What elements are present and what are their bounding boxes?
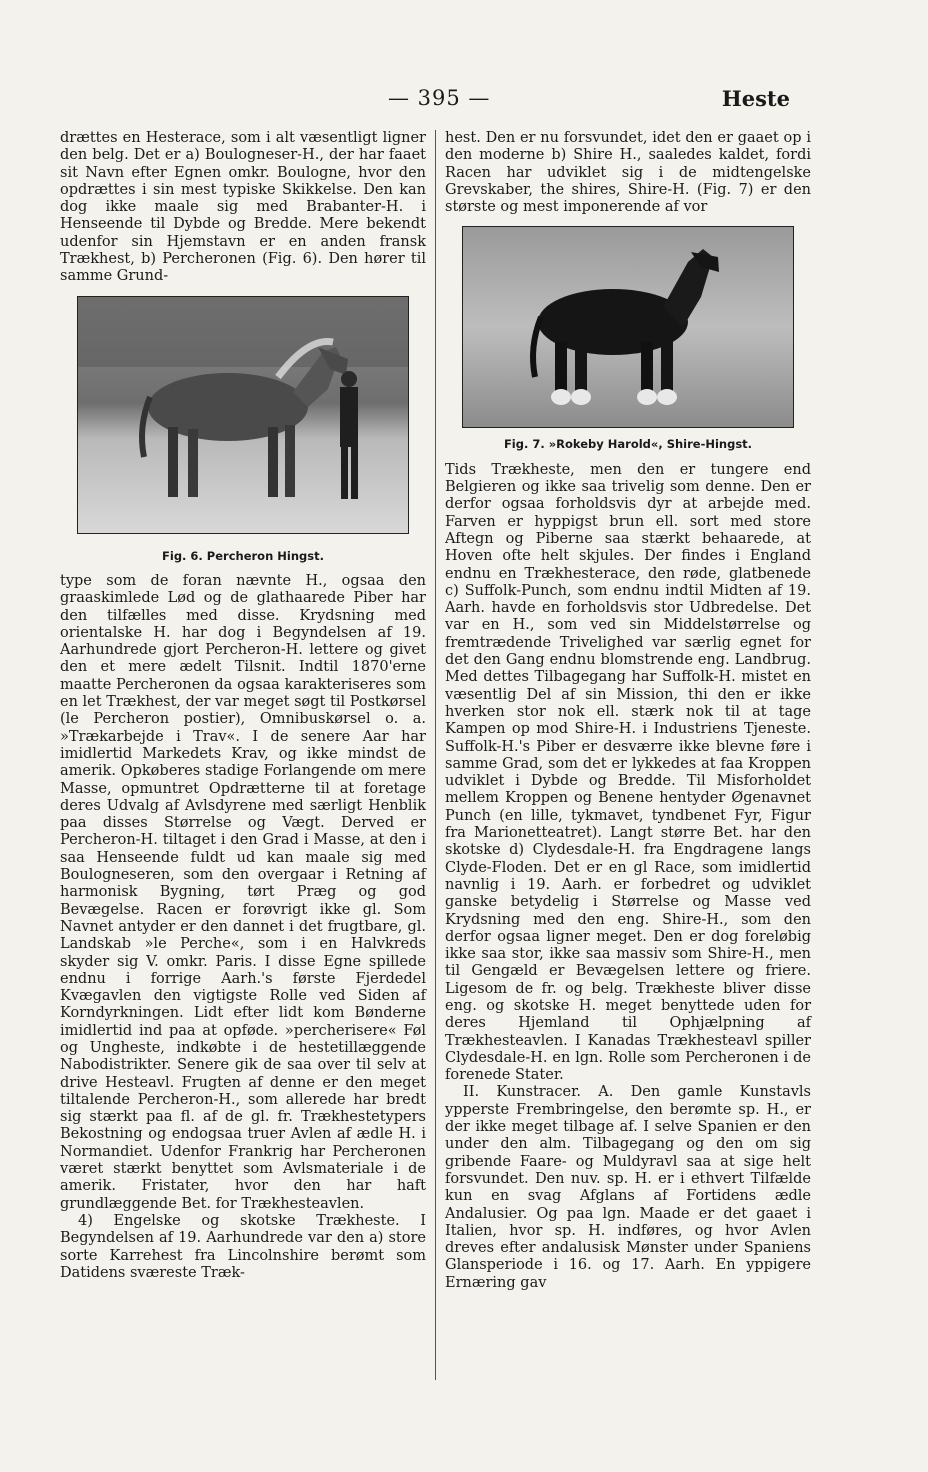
figure-6-caption: Fig. 6. Percheron Hingst.: [162, 548, 324, 563]
left-paragraph-3: 4) Engelske og skotske Trækheste. I Begyndelsen af 19. Aarhundrede var den a) store sorte Karrehest fra Lincolnshire berømt som Datidens sværeste Træk-: [60, 1212, 426, 1281]
right-column: [445, 130, 811, 1292]
percheron-photo: [77, 296, 409, 534]
running-head: Heste: [721, 86, 790, 111]
left-paragraph-1: drættes en Hesterace, som i alt væsentligt ligner den belg. Det er a) Boulogneser-H., der har faaet sit Navn efter Egnen omkr. Boulogne, hvor den opdrættes i sin mest typiske Skikkelse. Den kan dog ikke maale sig med Brabanter-H. i Henseende til Dybde og Bredde. Mere bekendt udenfor sin Hjemstavn er en anden fransk Trækhest, b) Percheronen (Fig. 6). Den hører til samme Grund-: [60, 130, 426, 285]
right-paragraph-2: Tids Trækheste, men den er tungere end Belgieren og ikke saa trivelig som denne. Den er derfor ogsaa forholdsvis dyr at arbejde med. Farven er hyppigst brun ell. sort med store Aftegn og Piberne saa stærkt behaarede, at Hoven ofte helt skjules. Der findes i England endnu en Trækhesterace, den røde, glatbenede c) Suffolk-Punch, som endnu indtil Midten af 19. Aarh. havde en forholdsvis stor Udbredelse. Det var en H., som ved sin Middelstørrelse og fremtrædende Trivelighed var særlig egnet for det den Gang endnu blomstrende eng. Landbrug. Med dettes Tilbagegang har Suffolk-H. mistet en væsentlig Del af sin Mission, thi den er ikke hverken stor nok ell. stærk nok til at tage Kampen op mod Shire-H. i Industriens Tjeneste. Suffolk-H.'s Piber er desværre ikke blevne føre i samme Grad, som det er lykkedes at faa Kroppen udviklet i Dybde og Bredde. Til Misforholdet mellem Kroppen og Benene hentyder Øgenavnet Punch (en lille, tykmavet, tyndbenet Fyr, Figur fra Marionetteatret). Langt større Bet. har den skotske d) Clydesdale-H. fra Engdragene langs Clyde-Floden. Det er en gl Race, som imidlertid navnlig i 19. Aarh. er forbedret og udviklet ganske betydelig i Størrelse og Masse ved Krydsning med den eng. Shire-H., som den derfor ogsaa ligner meget. Den er dog foreløbig ikke saa stor, ikke saa massiv som Shire-H., men til Gengæld er Bevægelsen lettere og friere. Ligesom de fr. og belg. Trækheste bliver disse eng. og skotske H. meget benyttede uden for deres Hjemland til Ophjælpning af Trækhesteavlen. I Kanadas Trækhesteavl spiller Clydesdale-H. en lgn. Rolle som Percheronen i de forenede Stater.: [445, 461, 811, 1084]
right-paragraph-1: hest. Den er nu forsvundet, idet den er gaaet op i den moderne b) Shire H., saaledes kaldet, fordi Racen har udviklet sig i de midtengelske Grevskaber, the shires, Shire-H. (Fig. 7) er den største og mest imponerende af vor: [445, 130, 811, 216]
shire-photo: [462, 226, 794, 428]
figure-7: [445, 226, 811, 453]
page-number: — 395 —: [388, 86, 491, 110]
figure-6: [60, 296, 426, 565]
right-paragraph-3: II. Kunstracer. A. Den gamle Kunstavls ypperste Frembringelse, den berømte sp. H., er der ikke meget tilbage af. I selve Spanien er den under den alm. Tilbagegang og den om sig gribende Faare- og Muldyravl saa at sige helt forsvundet. Den nuv. sp. H. er i ethvert Tilfælde kun en svag Afglans af Fortidens ædle Andalusier. Og paa lgn. Maade er det gaaet i Italien, hvor sp. H. indføres, og hvor Avlen dreves efter andalusisk Mønster under Spaniens Glansperiode i 16. og 17. Aarh. En yppigere Ernæring gav: [445, 1084, 811, 1291]
left-column: [60, 130, 426, 1282]
figure-7-caption: Fig. 7. »Rokeby Harold«, Shire-Hingst.: [503, 437, 753, 452]
column-divider: [435, 130, 436, 1380]
left-paragraph-2: type som de foran nævnte H., ogsaa den graaskimlede Lød og de glathaarede Piber har den tilfælles med disse. Krydsning med orientalske H. har dog i Begyndelsen af 19. Aarhundrede gjort Percheron-H. lettere og givet den et mere ædelt Tilsnit. Indtil 1870'erne maatte Percheronen da ogsaa karakteriseres som en let Trækhest, der var meget søgt til Postkørsel (le Percheron postier), Omnibuskørsel o. a. »Trækarbejde i Trav«. I de senere Aar har imidlertid Markedets Krav, og ikke mindst de amerik. Opkøberes stadige Forlangende om mere Masse, opmuntret Opdrætterne til at foretage deres Udvalg af Avlsdyrene med særligt Henblik paa disses Størrelse og Vægt. Derved er Percheron-H. tiltaget i den Grad i Masse, at den i saa Henseende fuldt ud kan maale sig med Boulogneseren, som den overgaar i Retning af harmonisk Bygning, tørt Præg og god Bevægelse. Racen er forøvrigt ikke gl. Som Navnet antyder er den dannet i det frugtbare, gl. Landskab »le Perche«, som i en Halvkreds skyder sig V. omkr. Paris. I disse Egne spillede endnu i forrige Aarh.'s første Fjerdedel Kvægavlen den vigtigste Rolle ved Siden af Korndyrkningen. Lidt efter lidt kom Bønderne imidlertid ind paa at opføde. »percherisere« Føl og Ungheste, indkøbte i de hestetillæggende Nabodistrikter. Senere gik de saa over til selv at drive Hesteavl. Frugten af denne er den meget tiltalende Percheron-H., som allerede har bredt sig stærkt paa fl. af de gl. fr. Trækhestetypers Bekostning og endogsaa truer Avlen af ædle H. i Normandiet. Udenfor Frankrig har Percheronen været stærkt benyttet som Avlsmateriale i de amerik. Fristater, hvor den har haft grundlæggende Bet. for Trækhesteavlen.: [60, 572, 426, 1212]
